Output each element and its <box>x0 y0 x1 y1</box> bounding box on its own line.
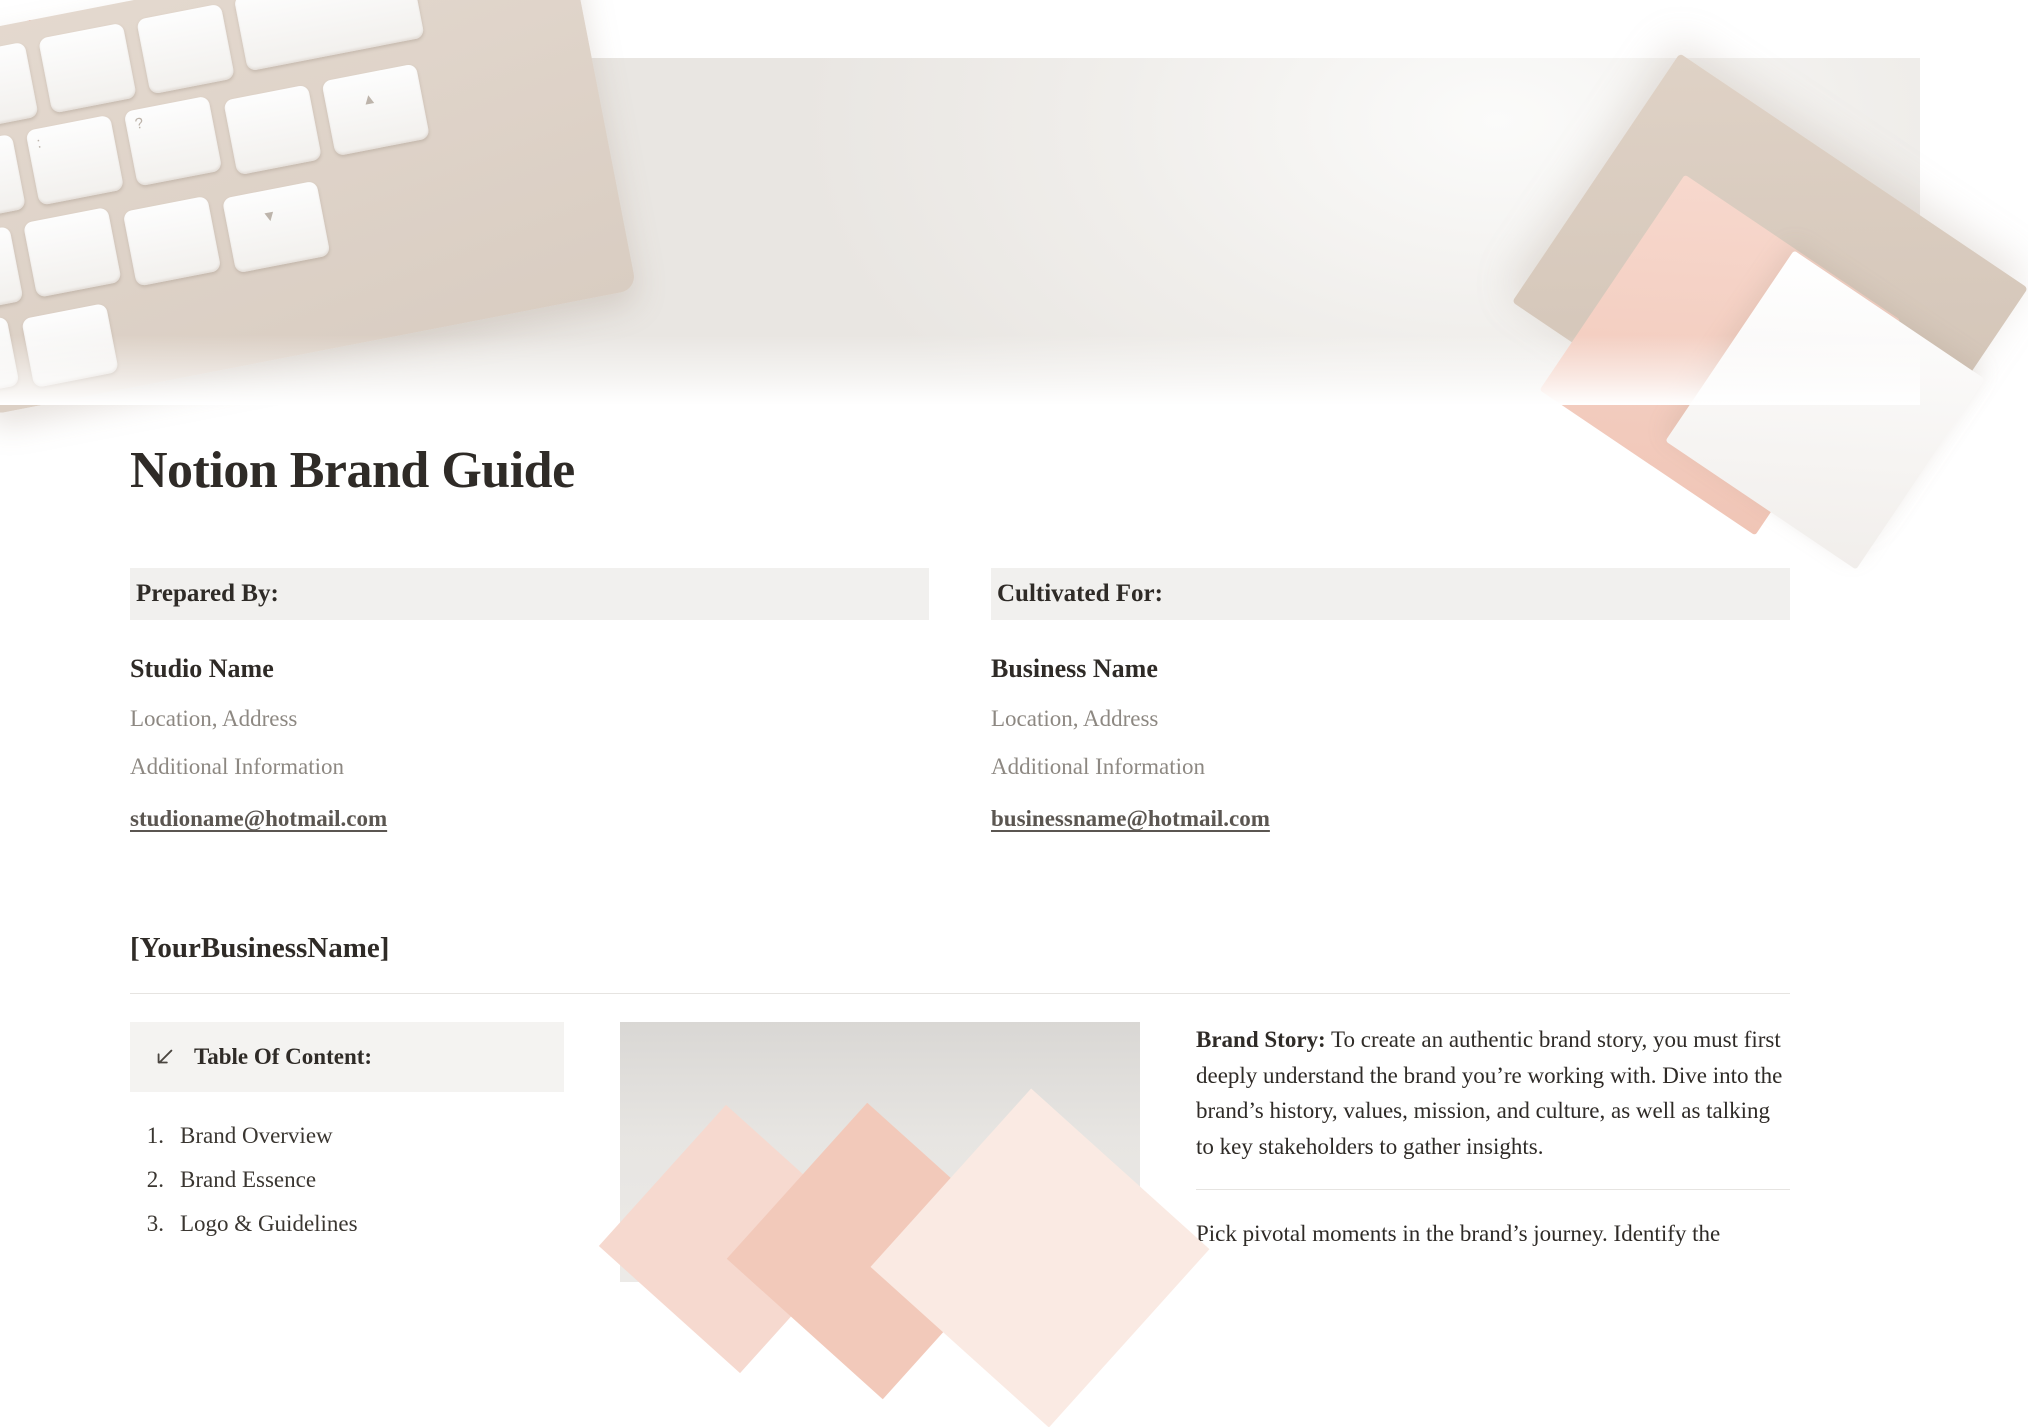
toc-item-number: 3. <box>146 1211 164 1236</box>
toc-item-number: 2. <box>146 1167 164 1192</box>
cultivated-for-column <box>991 568 1790 832</box>
table-of-content-column <box>130 1022 564 1282</box>
document-body <box>0 441 1920 1282</box>
cultivated-for-additional: Additional Information <box>991 754 1205 779</box>
keyboard-key <box>136 4 235 95</box>
keyboard-key-arrow-down: ▼ <box>222 181 331 274</box>
list-item[interactable] <box>130 1158 564 1202</box>
prepared-by-additional: Additional Information <box>130 754 344 779</box>
prepared-by-name: Studio Name <box>130 654 274 683</box>
toc-item-number: 1. <box>146 1123 164 1148</box>
photo-column <box>620 1022 1140 1282</box>
prepared-by-location: Location, Address <box>130 706 298 731</box>
keyboard-key <box>38 23 137 114</box>
cultivated-for-heading: Cultivated For: <box>991 568 1790 620</box>
brand-story-label: Brand Story: <box>1196 1027 1326 1052</box>
photo-shape-cream <box>871 1089 1210 1427</box>
cultivated-for-email-link[interactable]: businessname@hotmail.com <box>991 806 1270 831</box>
cultivated-for-name: Business Name <box>991 654 1158 683</box>
contact-columns <box>130 568 1790 832</box>
brand-story-column <box>1196 1022 1790 1282</box>
table-of-content-list <box>130 1114 564 1246</box>
list-item[interactable] <box>130 1114 564 1158</box>
keyboard-key <box>223 84 322 175</box>
prepared-by-heading: Prepared By: <box>130 568 929 620</box>
content-row <box>130 1022 1790 1282</box>
section-divider <box>130 993 1790 994</box>
brand-story-body: To create an authentic brand story, you must first deeply understand the brand you’re working with. Dive into the brand’s history, values, mission, and culture, as well as talking to key stakeholders to gather insights. <box>1196 1027 1783 1159</box>
toc-item-label: Logo & Guidelines <box>180 1211 358 1236</box>
paragraph-divider <box>1196 1189 1790 1190</box>
cover-image <box>0 58 1920 405</box>
prepared-by-email-link[interactable]: studioname@hotmail.com <box>130 806 388 831</box>
business-name-heading: [YourBusinessName] <box>130 932 390 964</box>
brand-story-paragraph <box>1196 1022 1790 1165</box>
brand-story-second-paragraph: Pick pivotal moments in the brand’s journey. Identify the <box>1196 1220 1721 1246</box>
keyboard-key-arrow-up: ▲ <box>321 63 430 156</box>
keyboard-key <box>123 196 222 287</box>
keyboard-key: ? <box>123 96 222 187</box>
content-photo <box>620 1022 1140 1282</box>
arrow-down-left-icon <box>154 1046 176 1068</box>
toc-item-label: Brand Overview <box>180 1123 333 1148</box>
prepared-by-column <box>130 568 929 832</box>
cover-fade-overlay <box>0 335 1920 405</box>
list-item[interactable] <box>130 1202 564 1246</box>
toc-item-label: Brand Essence <box>180 1167 317 1192</box>
page-title: Notion Brand Guide <box>130 442 575 499</box>
keyboard-key: : <box>25 115 124 206</box>
cultivated-for-location: Location, Address <box>991 706 1159 731</box>
table-of-content-header <box>130 1022 564 1092</box>
keyboard-key <box>23 207 122 298</box>
table-of-content-title: Table Of Content: <box>194 1044 373 1069</box>
